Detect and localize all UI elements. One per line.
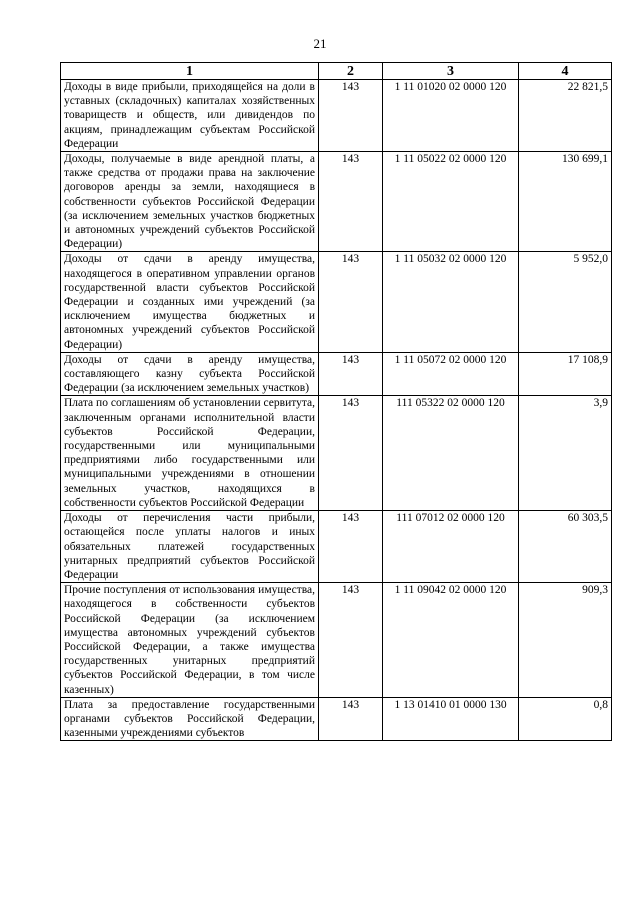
table-row (61, 152, 612, 252)
column-header-2: 2 (319, 63, 383, 80)
admin-code: 143 (319, 697, 383, 741)
budget-classification-code: 1 13 01410 01 0000 130 (383, 697, 519, 741)
revenue-name: Прочие поступления от использования имущества, находящегося в собственности субъектов Российской Федерации (за исключением имущества автономных учреждений субъектов Российской Федерации, а также имущества государственных унитарных предприятий субъектов Российской Федерации, в том числе казенных) (61, 583, 319, 698)
amount: 5 952,0 (519, 252, 612, 352)
budget-classification-code: 1 11 09042 02 0000 120 (383, 583, 519, 698)
page-number: 21 (313, 36, 327, 51)
budget-classification-code: 1 11 05072 02 0000 120 (383, 352, 519, 396)
admin-code: 143 (319, 80, 383, 152)
revenue-name: Доходы в виде прибыли, приходящейся на доли в уставных (складочных) капиталах хозяйственных товариществ и обществ, или дивидендов по акциям, принадлежащим субъектам Российской Федерации (61, 80, 319, 152)
admin-code: 143 (319, 511, 383, 583)
budget-classification-code: 1 11 01020 02 0000 120 (383, 80, 519, 152)
revenue-name: Плата за предоставление государственными органами субъектов Российской Федерации, казенными учреждениями субъектов (61, 697, 319, 741)
revenue-name: Доходы от сдачи в аренду имущества, составляющего казну субъекта Российской Федерации (за исключением земельных участков) (61, 352, 319, 396)
admin-code: 143 (319, 252, 383, 352)
budget-classification-code: 1 11 05032 02 0000 120 (383, 252, 519, 352)
table-row (61, 252, 612, 352)
amount: 130 699,1 (519, 152, 612, 252)
amount: 22 821,5 (519, 80, 612, 152)
table-row (61, 352, 612, 396)
table-row (61, 583, 612, 698)
table-row (61, 511, 612, 583)
column-header-4: 4 (519, 63, 612, 80)
column-header-1: 1 (61, 63, 319, 80)
revenue-name: Доходы от сдачи в аренду имущества, находящегося в оперативном управлении органов государственной власти субъектов Российской Федерации и созданных ими учреждений (за исключением имущества бюджетных и автономных учреждений субъектов Российской Федерации) (61, 252, 319, 352)
table-row (61, 697, 612, 741)
budget-classification-code: 111 05322 02 0000 120 (383, 396, 519, 511)
table-header-row (61, 63, 612, 80)
amount: 0,8 (519, 697, 612, 741)
revenue-name: Доходы, получаемые в виде арендной платы, а также средства от продажи права на заключение договоров аренды за земли, находящиеся в собственности субъектов Российской Федерации (за исключением земельных участков бюджетных и автономных учреждений субъектов Российской Федерации) (61, 152, 319, 252)
revenue-table (60, 62, 612, 741)
table-row (61, 396, 612, 511)
budget-classification-code: 1 11 05022 02 0000 120 (383, 152, 519, 252)
admin-code: 143 (319, 152, 383, 252)
budget-classification-code: 111 07012 02 0000 120 (383, 511, 519, 583)
revenue-name: Плата по соглашениям об установлении сервитута, заключенным органами исполнительной власти субъектов Российской Федерации, государственными или муниципальными предприятиями либо государственными или муниципальными учреждениями в отношении земельных участков, находящихся в собственности субъектов Российской Федерации (61, 396, 319, 511)
amount: 3,9 (519, 396, 612, 511)
admin-code: 143 (319, 352, 383, 396)
column-header-3: 3 (383, 63, 519, 80)
revenue-name: Доходы от перечисления части прибыли, остающейся после уплаты налогов и иных обязательных платежей государственных унитарных предприятий субъектов Российской Федерации (61, 511, 319, 583)
amount: 60 303,5 (519, 511, 612, 583)
admin-code: 143 (319, 583, 383, 698)
amount: 17 108,9 (519, 352, 612, 396)
table-row (61, 80, 612, 152)
admin-code: 143 (319, 396, 383, 511)
amount: 909,3 (519, 583, 612, 698)
